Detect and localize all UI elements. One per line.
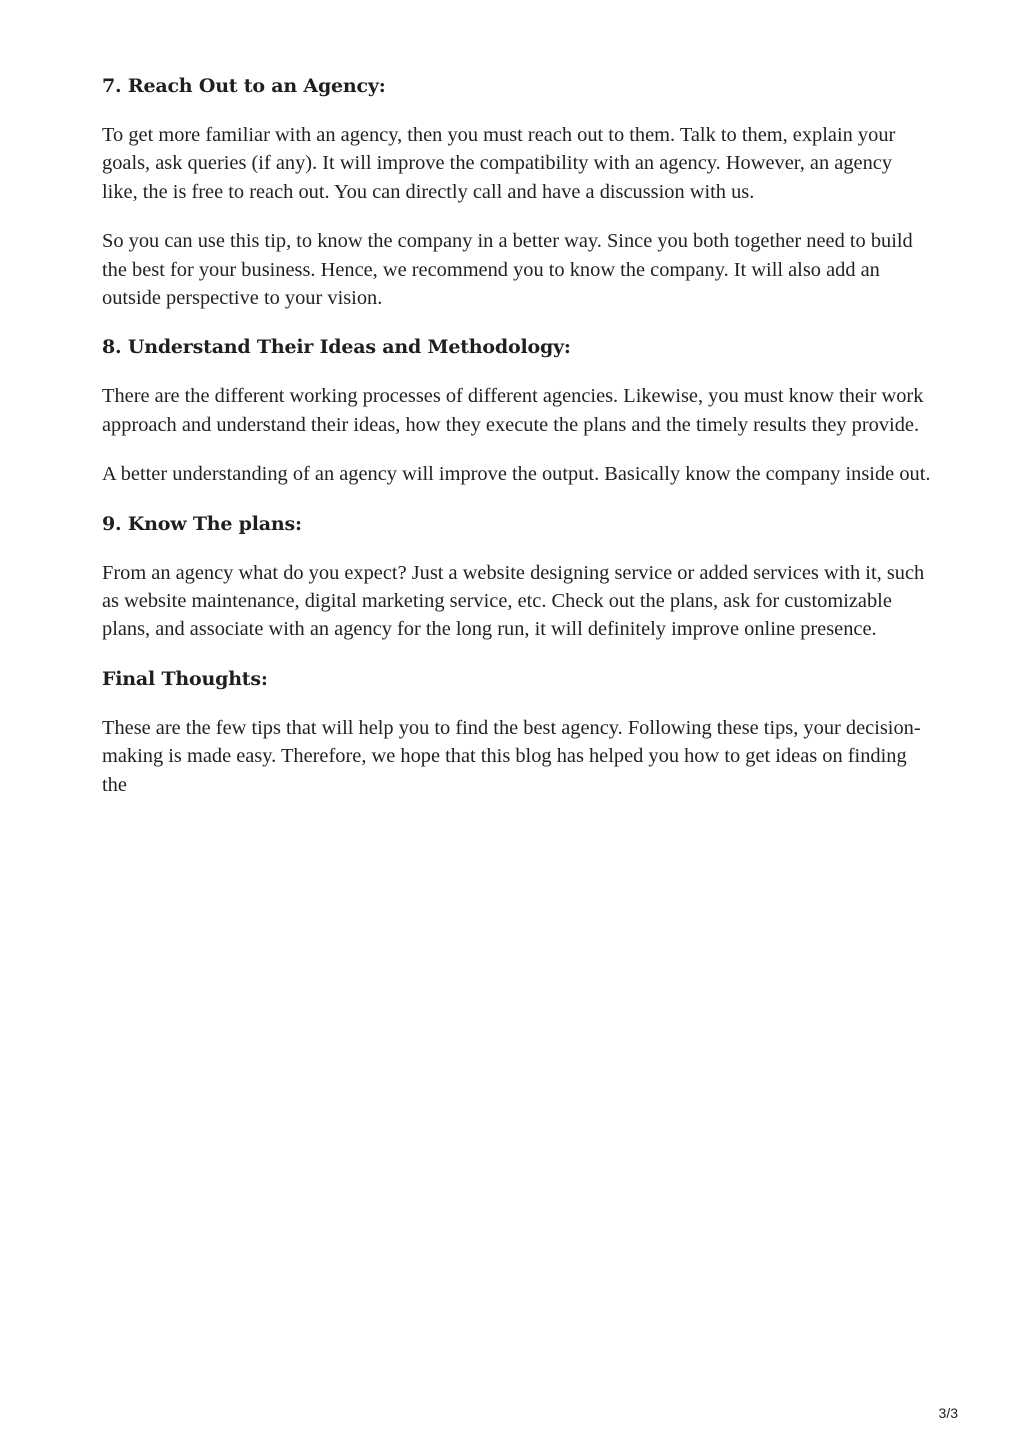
- paragraph: A better understanding of an agency will improve the output. Basically know the company inside out.: [102, 463, 931, 486]
- section-reach-out: [102, 72, 932, 312]
- page-number: 3/3: [938, 1405, 958, 1421]
- paragraph: These are the few tips that will help you to find the best agency. Following these tips, your decision-making is made easy. Therefore, we hope that this blog has helped you how to get ideas on finding the: [102, 716, 921, 796]
- section-heading: 7. Reach Out to an Agency:: [102, 75, 386, 97]
- paragraph: So you can use this tip, to know the company in a better way. Since you both together need to build the best for your business. Hence, we recommend you to know the company. It will also add an outside perspective to your vision.: [102, 230, 913, 310]
- section-know-plans: [102, 510, 932, 644]
- paragraph: There are the different working processes of different agencies. Likewise, you must know their work approach and understand their ideas, how they execute the plans and the timely results they provide.: [102, 385, 924, 436]
- section-heading: 8. Understand Their Ideas and Methodology:: [102, 336, 571, 359]
- section-heading: Final Thoughts:: [102, 667, 268, 690]
- section-heading: 9. Know The plans:: [102, 512, 302, 535]
- paragraph: To get more familiar with an agency, then you must reach out to them. Talk to them, explain your goals, ask queries (if any). It will improve the compatibility with an agency. However, an agency like, the is free to reach out. You can directly call and have a discussion with us.: [102, 124, 896, 203]
- section-understand-ideas: [102, 333, 932, 488]
- document-body: [102, 72, 932, 820]
- section-final-thoughts: [102, 665, 932, 799]
- paragraph: From an agency what do you expect? Just a website designing service or added services with it, such as website maintenance, digital marketing service, etc. Check out the plans, ask for customizable plans, and associate with an agency for the long run, it will definitely improve online presence.: [102, 561, 925, 641]
